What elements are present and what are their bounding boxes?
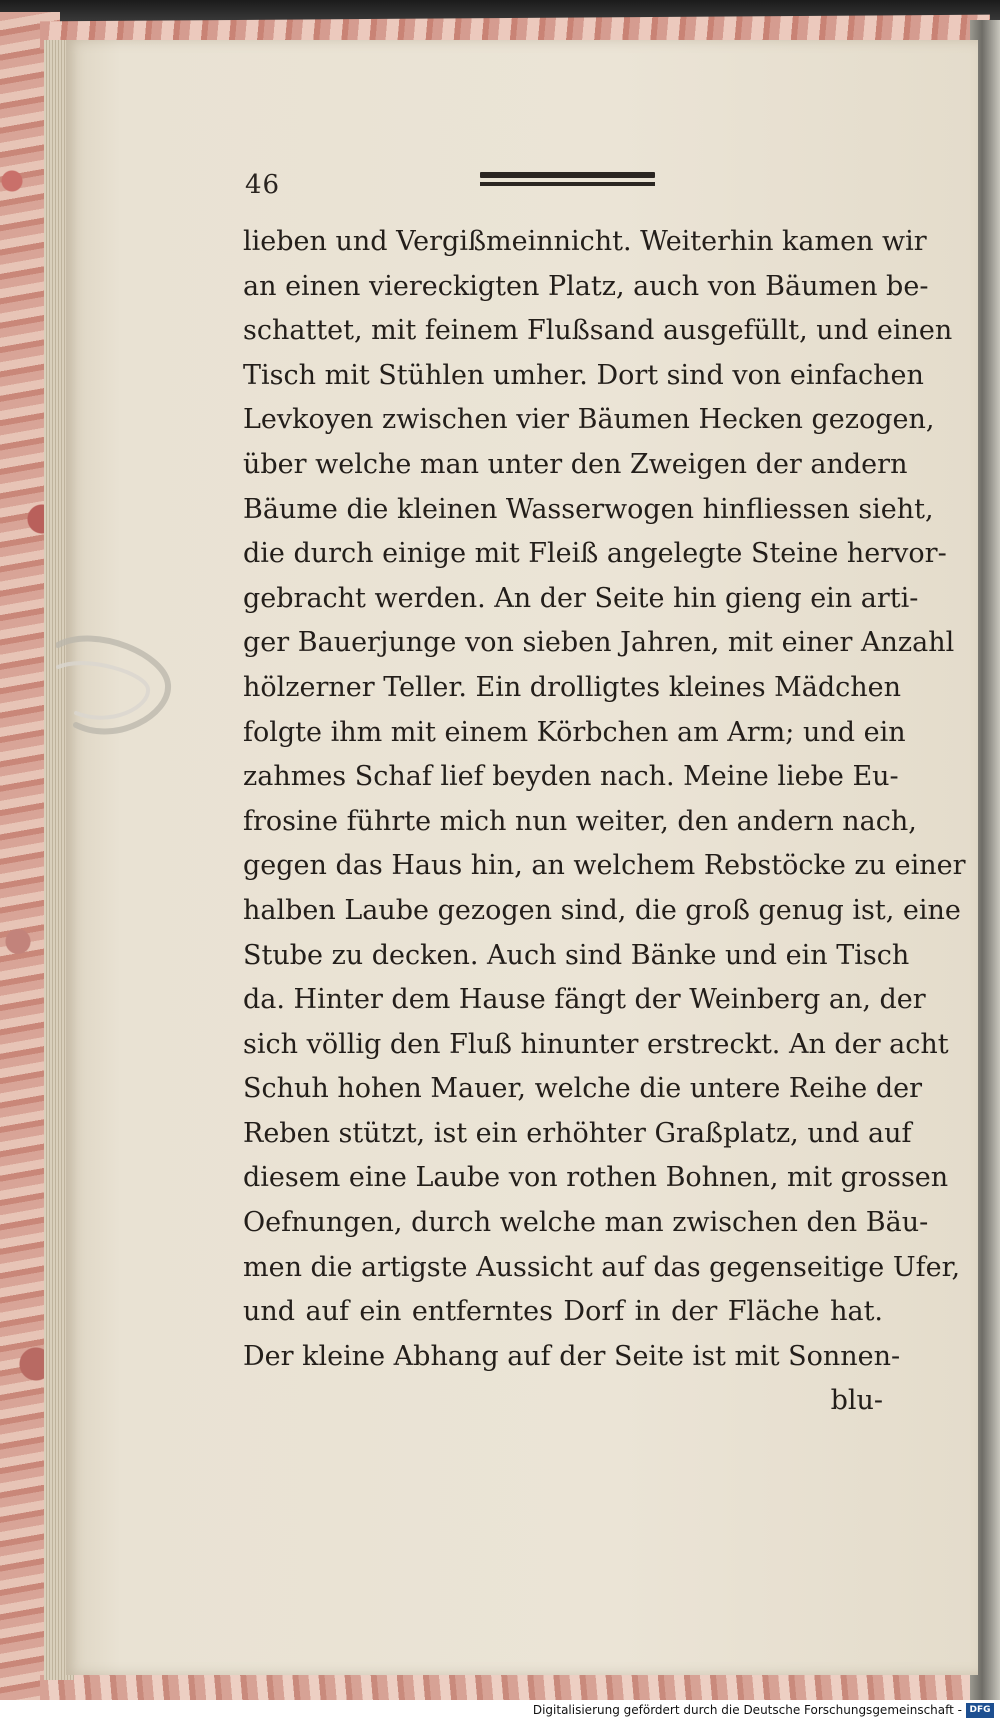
- catchword: blu-: [830, 1385, 883, 1417]
- text-line: an einen viereckigten Platz, auch von Bäumen be-: [243, 270, 929, 302]
- text-line: zahmes Schaf lief beyden nach. Meine liebe Eu-: [243, 761, 899, 793]
- text-line: hölzerner Teller. Ein drolligtes kleines Mädchen: [243, 671, 902, 703]
- text-line: Tisch mit Stühlen umher. Dort sind von einfachen: [243, 359, 924, 391]
- text-line: diesem eine Laube von rothen Bohnen, mit grossen: [243, 1162, 949, 1194]
- page-number: 46: [245, 170, 281, 200]
- digitization-credit: Digitalisierung gefördert durch die Deutsche Forschungsgemeinschaft -: [532, 1703, 962, 1717]
- text-line: halben Laube gezogen sind, die groß genug ist, eine: [243, 894, 961, 926]
- text-line: men die artigste Aussicht auf das gegenseitige Ufer,: [243, 1251, 961, 1283]
- dfg-logo: DFG: [966, 1703, 994, 1718]
- text-line: Schuh hohen Mauer, welche die untere Reihe der: [243, 1073, 922, 1105]
- header-rule: [480, 172, 655, 190]
- text-line: Oefnungen, durch welche man zwischen den Bäu-: [243, 1207, 929, 1239]
- text-line: gegen das Haus hin, an welchem Rebstöcke zu einer: [243, 850, 966, 882]
- text-line: und auf ein entferntes Dorf in der Fläche hat.: [243, 1296, 883, 1328]
- paperclip-icon: [56, 615, 176, 755]
- text-line: schattet, mit feinem Flußsand ausgefüllt, und einen: [243, 315, 953, 347]
- text-line: frosine führte mich nun weiter, den andern nach,: [243, 805, 917, 837]
- text-line: gebracht werden. An der Seite hin gieng ein arti-: [243, 582, 919, 614]
- text-line: Reben stützt, ist ein erhöhter Graßplatz, und auf: [243, 1117, 912, 1149]
- text-line: da. Hinter dem Hause fängt der Weinberg an, der: [243, 984, 926, 1016]
- text-line: ger Bauerjunge von sieben Jahren, mit einer Anzahl: [243, 627, 955, 659]
- text-line: die durch einige mit Fleiß angelegte Steine hervor-: [243, 538, 947, 570]
- text-line: lieben und Vergißmeinnicht. Weiterhin kamen wir: [243, 226, 927, 257]
- text-line: folgte ihm mit einem Körbchen am Arm; und ein: [243, 716, 906, 748]
- text-line: Stube zu decken. Auch sind Bänke und ein Tisch: [243, 939, 910, 971]
- text-line: Bäume die kleinen Wasserwogen hinfliessen sieht,: [243, 493, 934, 525]
- text-line: über welche man unter den Zweigen der andern: [243, 448, 908, 480]
- text-line: sich völlig den Fluß hinunter erstreckt. An der acht: [243, 1028, 949, 1060]
- text-line: Der kleine Abhang auf der Seite ist mit Sonnen-: [243, 1340, 901, 1372]
- text-line: Levkoyen zwischen vier Bäumen Hecken gezogen,: [243, 404, 935, 436]
- body-text: [243, 220, 966, 1424]
